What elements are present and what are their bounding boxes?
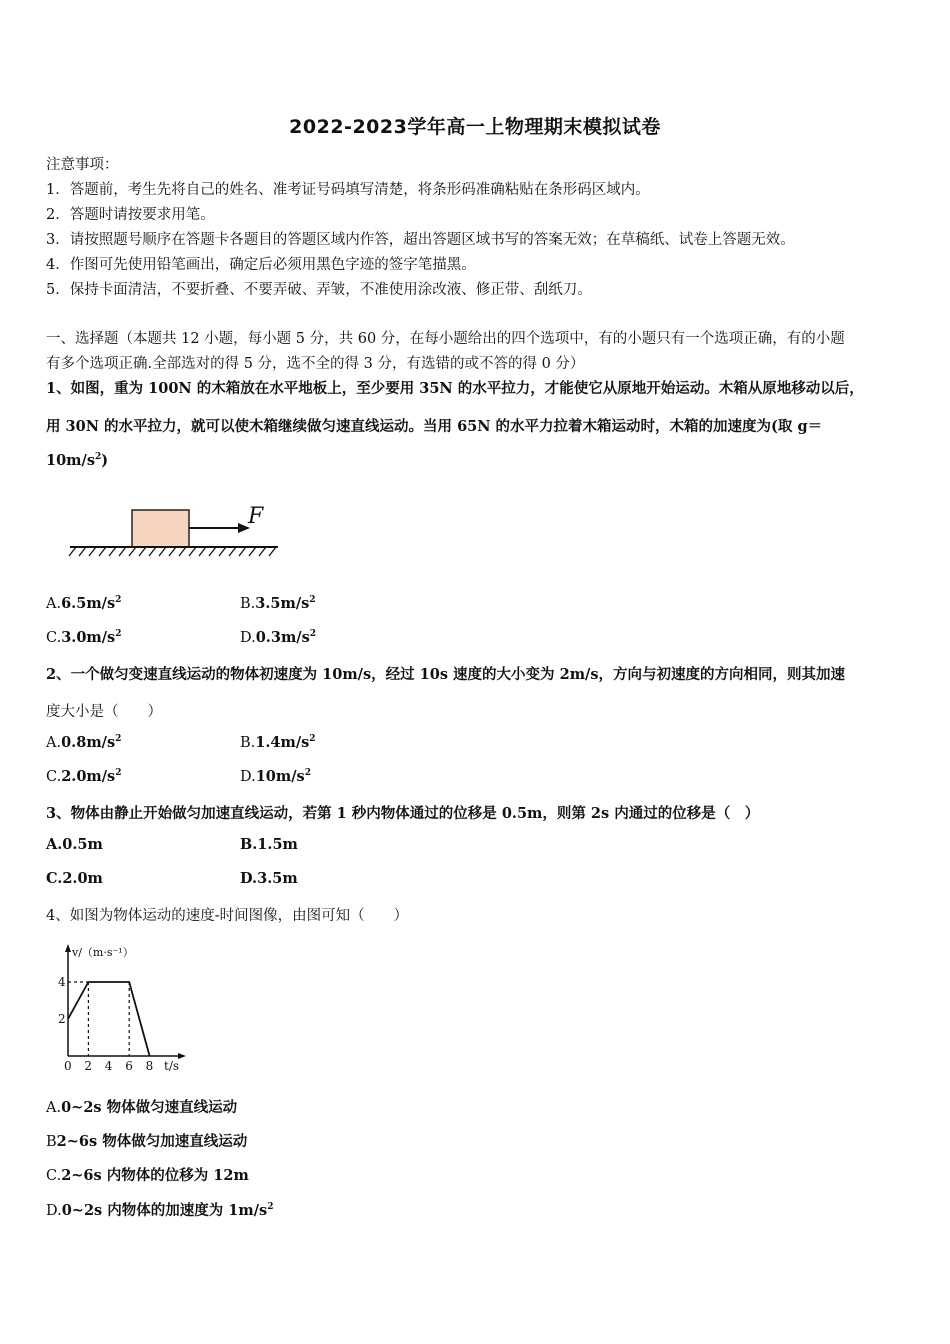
ground-hatch-mark [229, 547, 236, 556]
q3-stem: 3、物体由静止开始做匀加速直线运动，若第 1 秒内物体通过的位移是 0.5m，则第 2s 内通过的位移是（ ） [46, 805, 760, 822]
ground-hatch-mark [119, 547, 126, 556]
ground-hatch-mark [189, 547, 196, 556]
q1-stem-line-1: 1、如图，重为 100N 的木箱放在水平地板上，至少要用 35N 的水平拉力，才能使它从原地开始运动。木箱从原地移动以后， [46, 380, 864, 397]
ground-hatch-mark [129, 547, 136, 556]
x-tick-label: 4 [104, 1059, 113, 1073]
ground-hatch-mark [69, 547, 76, 556]
x-axis-label: t/s [164, 1059, 180, 1073]
ground-hatch-mark [109, 547, 116, 556]
section-heading-line-1: 一、选择题（本题共 12 小题，每小题 5 分，共 60 分，在每小题给出的四个选项中，有的小题只有一个选项正确，有的小题 [46, 331, 845, 347]
ground-hatch-mark [79, 547, 86, 556]
ground-hatch-mark [89, 547, 96, 556]
q4-option-a[interactable]: A.0~2s 物体做匀速直线运动 [46, 1099, 238, 1116]
q2-option-b[interactable]: $B.1.4m/s^2$ [240, 734, 316, 751]
notice-heading: 注意事项： [46, 157, 119, 173]
q4-option-d[interactable]: D.0~2s 内物体的加速度为 $1m/s^2$ [46, 1202, 274, 1219]
x-tick-label: 8 [145, 1059, 154, 1073]
q3-option-d[interactable]: D.3.5m [240, 870, 298, 887]
y-axis-label: v/（m·s⁻¹） [72, 946, 134, 959]
y-axis-arrow [65, 944, 71, 952]
q3-option-a[interactable]: A.0.5m [46, 836, 103, 853]
ground-hatch-mark [99, 547, 106, 556]
q4-option-b[interactable]: B2~6s 物体做匀加速直线运动 [46, 1133, 248, 1150]
x-axis-arrow [178, 1053, 186, 1059]
q1-option-a[interactable]: $A.6.5m/s^2$ [46, 595, 122, 612]
notice-item-1: 1．答题前，考生先将自己的姓名、准考证号码填写清楚，将条形码准确粘贴在条形码区域内。 [46, 182, 650, 198]
q1-option-c[interactable]: $C.3.0m/s^2$ [46, 629, 122, 646]
ground-hatch-mark [219, 547, 226, 556]
wooden-box [132, 510, 189, 547]
notice-item-3: 3．请按照题号顺序在答题卡各题目的答题区域内作答，超出答题区域书写的答案无效；在草稿纸、试卷上答题无效。 [46, 232, 795, 248]
q1-stem-line-3: $10m/s^2$) [46, 452, 109, 469]
notice-item-2: 2．答题时请按要求用笔。 [46, 207, 215, 223]
y-tick-label: 2 [58, 1012, 66, 1026]
q4-option-c[interactable]: C.2~6s 内物体的位移为 12m [46, 1167, 249, 1184]
q1-option-b[interactable]: $B.3.5m/s^2$ [240, 595, 316, 612]
force-label: F [248, 504, 264, 529]
ground-hatch-mark [199, 547, 206, 556]
velocity-curve [68, 982, 150, 1056]
q2-stem-line-2: 度大小是（ ） [46, 704, 162, 720]
ground-hatch-mark [249, 547, 256, 556]
ground-hatching [69, 547, 276, 556]
ground-hatch-mark [209, 547, 216, 556]
q4-stem: 4、如图为物体运动的速度-时间图像，由图可知（ ） [46, 908, 409, 924]
q3-option-c[interactable]: C.2.0m [46, 870, 103, 887]
y-tick-label: 4 [58, 975, 66, 989]
ground-hatch-mark [169, 547, 176, 556]
q2-option-a[interactable]: $A.0.8m/s^2$ [46, 734, 122, 751]
q1-option-d[interactable]: $D.0.3m/s^2$ [240, 629, 317, 646]
x-tick-label: 2 [84, 1059, 93, 1073]
q3-option-b[interactable]: B.1.5m [240, 836, 298, 853]
ground-hatch-mark [239, 547, 246, 556]
ground-hatch-mark [149, 547, 156, 556]
q2-option-c[interactable]: $C.2.0m/s^2$ [46, 768, 122, 785]
q2-option-d[interactable]: $D.10m/s^2$ [240, 768, 311, 785]
q4-velocity-time-graph [50, 940, 190, 1075]
ground-hatch-mark [139, 547, 146, 556]
x-tick-label: 6 [125, 1059, 133, 1073]
page-title: 2022-2023学年高一上物理期末模拟试卷 [289, 116, 661, 138]
section-heading-line-2: 有多个选项正确.全部选对的得 5 分，选不全的得 3 分，有选错的或不答的得 0 分） [46, 356, 585, 372]
q1-box-figure [66, 498, 286, 560]
notice-item-5: 5．保持卡面清洁，不要折叠、不要弄破、弄皱，不准使用涂改液、修正带、刮纸刀。 [46, 282, 592, 298]
q2-stem-line-1: 2、一个做匀变速直线运动的物体初速度为 10m/s，经过 10s 速度的大小变为 2m/s，方向与初速度的方向相同，则其加速 [46, 666, 845, 683]
q1-stem-line-2: 用 30N 的水平拉力，就可以使木箱继续做匀速直线运动。当用 65N 的水平力拉着木箱运动时，木箱的加速度为(取 g＝ [46, 418, 823, 435]
ground-hatch-mark [259, 547, 266, 556]
ground-hatch-mark [159, 547, 166, 556]
notice-item-4: 4．作图可先使用铅笔画出，确定后必须用黑色字迹的签字笔描黑。 [46, 257, 476, 273]
ground-hatch-mark [179, 547, 186, 556]
ground-hatch-mark [269, 547, 276, 556]
x-tick-label: 0 [64, 1059, 72, 1073]
